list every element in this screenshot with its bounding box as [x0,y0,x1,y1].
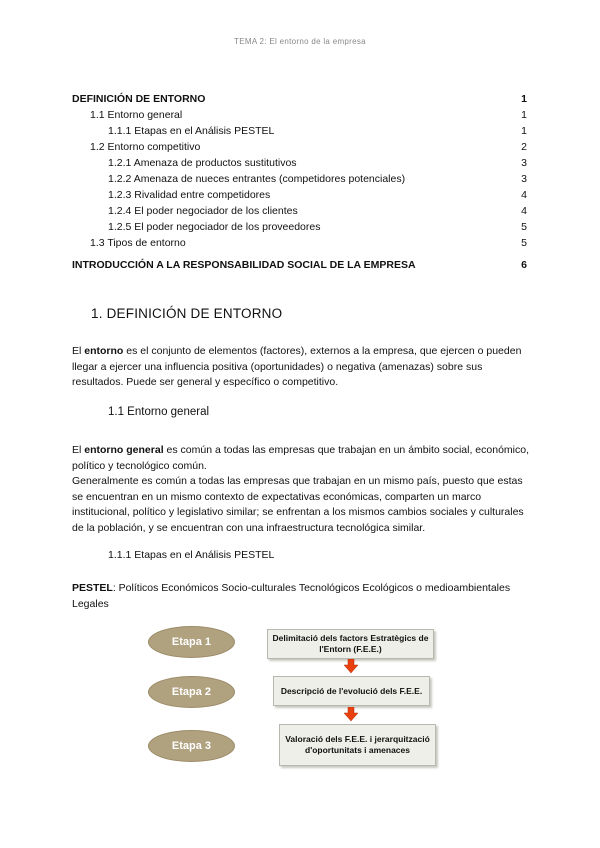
toc-entry[interactable] [72,203,527,219]
toc-entry[interactable] [72,257,527,273]
bold-term: entorno general [84,444,164,456]
section-heading: 1. DEFINICIÓN DE ENTORNO [91,306,283,321]
toc-label: 1.3 Tipos de entorno [90,237,186,249]
toc-entry[interactable] [72,187,527,203]
toc-entry[interactable] [72,107,527,123]
toc-page: 3 [521,157,527,169]
toc-page: 1 [521,93,527,105]
stage-1-box: Delimitació dels factors Estratègics de l'Entorn (F.E.E.) [267,629,434,659]
toc-page: 4 [521,189,527,201]
bold-term: entorno [84,345,124,357]
toc-label: DEFINICIÓN DE ENTORNO [72,93,206,105]
toc-label: 1.1 Entorno general [90,109,183,121]
toc-page: 2 [521,141,527,153]
toc-page: 5 [521,237,527,249]
stage-2-ellipse: Etapa 2 [148,676,235,708]
toc-entry[interactable] [72,235,527,251]
subsubsection-heading: 1.1.1 Etapas en el Análisis PESTEL [108,549,275,561]
entorno-definition-paragraph: El entorno es el conjunto de elementos (factores), externos a la empresa, que ejercen o pueden llegar a ejercer una influencia positiva (oportunidades) o negativa (amenazas) sobre sus resultados. Puede ser general y específico o competitivo. [72,345,522,388]
toc-entry[interactable] [72,219,527,235]
toc-entry[interactable] [72,155,527,171]
stage-3-ellipse: Etapa 3 [148,730,235,762]
toc-page: 3 [521,173,527,185]
toc-page: 5 [521,221,527,233]
toc-label: 1.2.1 Amenaza de productos sustitutivos [108,157,297,169]
toc-label: 1.2.5 El poder negociador de los proveedores [108,221,321,233]
entorno-general-paragraph: El entorno general es común a todas las empresas que trabajan en un ámbito social, económico, político y tecnológico común. [72,444,529,472]
entorno-general-detail-paragraph: Generalmente es común a todas las empresas que trabajan en un mismo país, puesto que estas se encuentran en un mismo contexto de expectativas económicas, comparten un marco institucional, político y legislativo similar; se enfrentan a los mismos cambios sociales y culturales de la población, y se encuentran con una infraestructura tecnológica similar. [72,475,524,534]
down-arrow-icon [344,659,358,673]
toc-entry[interactable] [72,139,527,155]
toc-entry[interactable] [72,91,527,107]
toc-page: 1 [521,125,527,137]
subsection-heading: 1.1 Entorno general [108,406,210,418]
toc-entry[interactable] [72,171,527,187]
page-header: TEMA 2: El entorno de la empresa [234,37,366,46]
pestel-paragraph: PESTEL: Políticos Económicos Socio-culturales Tecnológicos Ecológicos o medioambientales Legales [72,582,511,610]
down-arrow-icon [344,707,358,721]
toc-label: 1.1.1 Etapas en el Análisis PESTEL [108,125,275,137]
toc-page: 1 [521,109,527,121]
pestel-stages-diagram [148,626,448,776]
toc-label: INTRODUCCIÓN A LA RESPONSABILIDAD SOCIAL DE LA EMPRESA [72,259,416,271]
stage-3-box: Valoració dels F.E.E. i jerarquització d'oportunitats i amenaces [279,724,436,766]
toc-label: 1.2.2 Amenaza de nueces entrantes (competidores potenciales) [108,173,406,185]
toc-label: 1.2.4 El poder negociador de los clientes [108,205,298,217]
toc-entry[interactable] [72,123,527,139]
table-of-contents [72,91,527,273]
toc-label: 1.2 Entorno competitivo [90,141,201,153]
toc-label: 1.2.3 Rivalidad entre competidores [108,189,271,201]
stage-2-box: Descripció de l'evolució dels F.E.E. [273,676,430,706]
stage-1-ellipse: Etapa 1 [148,626,235,658]
bold-term: PESTEL [72,582,113,594]
toc-page: 4 [521,205,527,217]
toc-page: 6 [521,259,527,271]
